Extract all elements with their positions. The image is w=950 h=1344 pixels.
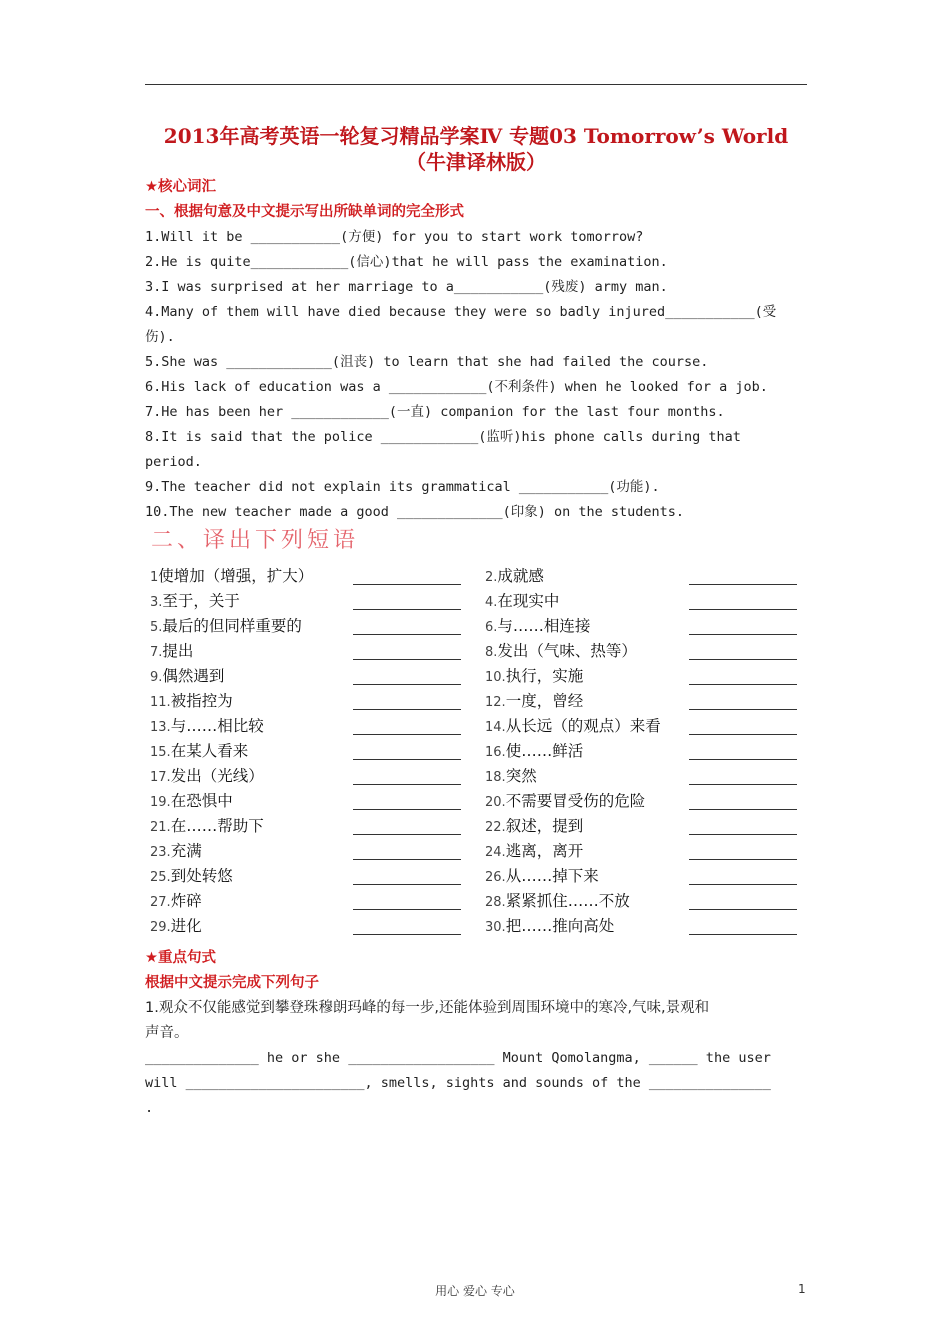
phrase-text: 使……鲜活 [505,742,584,760]
vocabulary-line: period. [145,454,202,470]
phrase-item [150,691,233,713]
phrase-item [485,816,583,838]
phrase-number: 19. [150,795,171,810]
phrase-item [485,891,630,913]
answer-blank-line [689,634,797,635]
phrase-number: 12. [485,695,506,710]
phrase-text: 在某人看来 [170,742,249,760]
answer-blank-line [353,759,461,760]
phrase-number: 14. [485,720,506,735]
answer-blank-line [353,734,461,735]
section-heading-vocabulary: ★核心词汇 [145,179,216,195]
phrase-item [150,616,302,638]
answer-blank-line [689,584,797,585]
answer-blank-line [353,634,461,635]
phrase-item [150,916,202,938]
phrase-item [150,666,224,688]
vocabulary-line: 10.The new teacher made a good _____________(印象) on the students. [145,504,685,520]
phrase-text: 执行，实施 [505,667,584,685]
phrase-item [150,866,233,888]
phrase-text: 从……掉下来 [505,867,599,885]
sentence-english-line-3: . [145,1100,154,1116]
answer-blank-line [353,934,461,935]
answer-blank-line [353,659,461,660]
phrase-text: 至于，关于 [162,592,240,610]
answer-blank-line [689,659,797,660]
phrase-item [485,691,583,713]
phrase-number: 30. [485,920,506,935]
answer-blank-line [353,609,461,610]
document-title-subtitle: （牛津译林版） [406,150,546,174]
answer-blank-line [689,834,797,835]
answer-blank-line [689,884,797,885]
phrase-number: 29. [150,920,171,935]
answer-blank-line [689,684,797,685]
phrase-number: 18. [485,770,506,785]
phrase-item [150,791,233,813]
phrase-text: 突然 [505,767,537,785]
phrase-item [485,916,614,938]
phrase-number: 8. [485,645,498,660]
phrase-text: 偶然遇到 [162,667,225,685]
phrase-item [150,816,264,838]
phrase-text: 从长远（的观点）来看 [505,717,661,735]
phrase-number: 5. [150,620,163,635]
vocabulary-line: 4.Many of them will have died because they were so badly injured___________(受 [145,304,777,320]
phrase-text: 进化 [170,917,202,935]
phrase-item [150,641,193,663]
answer-blank-line [689,759,797,760]
phrase-item [485,591,559,613]
phrase-number: 17. [150,770,171,785]
phrase-text: 最后的但同样重要的 [162,617,302,635]
phrase-item [485,666,583,688]
phrase-number: 9. [150,670,163,685]
answer-blank-line [353,709,461,710]
phrase-item [150,716,264,738]
answer-blank-line [353,859,461,860]
phrase-number: 6. [485,620,498,635]
answer-blank-line [353,584,461,585]
answer-blank-line [689,859,797,860]
phrase-text: 与……相比较 [170,717,264,735]
phrase-text: 叙述，提到 [505,817,584,835]
answer-blank-line [689,934,797,935]
answer-blank-line [353,884,461,885]
answer-blank-line [353,809,461,810]
answer-blank-line [689,784,797,785]
phrase-number: 7. [150,645,163,660]
phrase-item [485,841,583,863]
phrase-number: 10. [485,670,506,685]
answer-blank-line [689,709,797,710]
phrase-text: 逃离，离开 [505,842,584,860]
sentence-chinese-line-2: 声音。 [145,1025,189,1041]
phrase-text: 与……相连接 [497,617,591,635]
phrase-text: 把……推向高处 [505,917,615,935]
phrase-item [150,891,202,913]
section-heading-sentences: ★重点句式 [145,950,216,966]
sentence-english-line-1: ______________ he or she __________________ Mount Qomolangma, ______ the user [145,1050,771,1066]
phrase-text: 被指控为 [170,692,233,710]
section-instruction-1: 一、根据句意及中文提示写出所缺单词的完全形式 [145,204,464,220]
phrase-text: 发出（光线） [170,767,264,785]
phrase-item [485,766,537,788]
phrase-number: 13. [150,720,171,735]
phrase-item [150,591,240,613]
page-footer: 用心 爱心 专心 [435,1284,515,1298]
phrase-number: 28. [485,895,506,910]
answer-blank-line [353,684,461,685]
vocabulary-line: 5.She was _____________(沮丧) to learn that she had failed the course. [145,354,709,370]
vocabulary-line: 1.Will it be ___________(方便) for you to start work tomorrow? [145,229,644,245]
phrase-item [485,716,661,738]
phrase-number: 24. [485,845,506,860]
sentence-chinese-line-1: 1.观众不仅能感觉到攀登珠穆朗玛峰的每一步,还能体验到周围环境中的寒冷,气味,景观和 [145,1000,710,1016]
phrase-number: 20. [485,795,506,810]
answer-blank-line [689,734,797,735]
phrase-number: 22. [485,820,506,835]
phrase-number: 21. [150,820,171,835]
phrase-text: 成就感 [497,567,544,585]
vocabulary-line: 3.I was surprised at her marriage to a___________(残废) army man. [145,279,668,295]
page-number: 1 [798,1282,806,1296]
answer-blank-line [689,809,797,810]
phrase-text: 一度，曾经 [505,692,584,710]
phrase-text: 到处转悠 [170,867,233,885]
phrase-item [485,866,599,888]
document-title: 2013年高考英语一轮复习精品学案Ⅳ 专题03 Tomorrow’s World [163,124,789,148]
phrase-text: 提出 [162,642,194,660]
phrase-text: 在现实中 [497,592,560,610]
vocabulary-line: 6.His lack of education was a ____________(不利条件) when he looked for a job. [145,379,768,395]
phrase-item [485,741,583,763]
phrase-number: 16. [485,745,506,760]
vocabulary-line: 9.The teacher did not explain its grammatical ___________(功能). [145,479,660,495]
phrase-text: 使增加（增强，扩大） [158,567,314,585]
phrase-number: 4. [485,595,498,610]
phrase-number: 27. [150,895,171,910]
phrase-item [150,741,248,763]
sentence-english-line-2: will ______________________, smells, sights and sounds of the _______________ [145,1075,771,1091]
answer-blank-line [689,909,797,910]
phrase-number: 11. [150,695,171,710]
phrase-item [485,641,637,663]
phrase-number: 2. [485,570,498,585]
phrase-item [485,616,590,638]
phrase-item [150,841,202,863]
phrase-number: 23. [150,845,171,860]
phrase-item [485,791,645,813]
phrase-number: 15. [150,745,171,760]
phrase-number: 25. [150,870,171,885]
phrase-text: 炸碎 [170,892,202,910]
phrase-item [485,566,544,588]
section-instruction-3: 根据中文提示完成下列句子 [145,975,319,991]
phrase-text: 在……帮助下 [170,817,264,835]
phrase-text: 充满 [170,842,202,860]
phrase-text: 在恐惧中 [170,792,233,810]
phrase-number: 3. [150,595,163,610]
vocabulary-line: 伤). [145,329,175,345]
header-rule [145,84,807,85]
answer-blank-line [353,784,461,785]
phrase-text: 发出（气味、热等） [497,642,637,660]
phrase-number: 26. [485,870,506,885]
answer-blank-line [689,609,797,610]
answer-blank-line [353,909,461,910]
phrase-item [150,766,264,788]
vocabulary-line: 7.He has been her ____________(一直) companion for the last four months. [145,404,725,420]
answer-blank-line [353,834,461,835]
vocabulary-line: 2.He is quite____________(信心)that he will pass the examination. [145,254,668,270]
phrase-number: 1 [150,570,159,585]
section-heading-phrases: 二、译出下列短语 [151,528,360,553]
phrase-text: 紧紧抓住……不放 [505,892,630,910]
vocabulary-line: 8.It is said that the police ____________(监听)his phone calls during that [145,429,741,445]
phrase-text: 不需要冒受伤的危险 [505,792,646,810]
phrase-item [150,566,313,588]
